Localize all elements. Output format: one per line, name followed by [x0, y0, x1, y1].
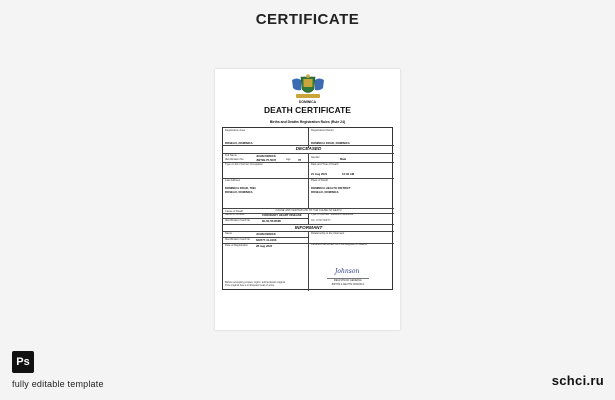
certifier-id-value: 60-00-5544585 — [262, 218, 281, 223]
deceased-heading: DECEASED — [295, 146, 322, 151]
informant-relationship-label: Relationship to the Informant — [311, 232, 345, 235]
cause-heading: CAUSE AND CERTIFICATE OF THE CAUSE OF DEATH — [275, 208, 342, 212]
certificate-form — [222, 127, 393, 290]
photoshop-icon: Ps — [12, 351, 34, 373]
cause-value: CORONARY HEART DISEASE — [262, 213, 302, 217]
registration-area-label: Registration Area — [225, 128, 245, 132]
age-label: Age — [286, 157, 291, 161]
place-of-death-label: Place of Death — [311, 179, 329, 182]
certificate-title: DEATH CERTIFICATE — [264, 105, 351, 115]
cause-label: Cause of Death — [225, 209, 244, 213]
informant-id-label: Identification Card No — [225, 237, 250, 241]
certifier-type-label: Type of Certifier: Medical Practitioner — [311, 213, 354, 216]
registration-date-label: Date of Registration — [225, 244, 248, 247]
place-of-death-line1: DOMINICA HEALTH DISTRICT — [311, 186, 351, 190]
registrar-value: DOMINICA ROAD, DOMINICA — [311, 140, 350, 145]
time-of-death-value: 12:30 AM — [342, 172, 355, 176]
id-label: Identification No — [225, 157, 244, 161]
informant-name-value: JOHN DEWICK — [256, 232, 276, 236]
coat-of-arms-icon — [289, 74, 327, 100]
registration-date-value: 28 Aug 2022 — [256, 243, 273, 248]
gender-label: Gender — [311, 156, 320, 159]
footer-note-line1: Before accepting copies, sight / authenticate original — [225, 280, 285, 284]
occupation-label: Type of Job / Former Occupation — [225, 163, 263, 166]
last-address-line2: ROSEAU, DOMINICA — [225, 190, 253, 194]
last-address-label: Last Address — [225, 179, 240, 182]
brand-watermark: schci.ru — [551, 373, 604, 388]
registrar-label: Registration District — [311, 128, 334, 132]
registrar-signature: Johnson — [335, 268, 360, 275]
certifier-name-label: Name of Certifier — [225, 213, 245, 216]
issuing-country: DOMINICA — [298, 100, 317, 104]
informant-id-value: 629777-11-9166 — [256, 237, 277, 242]
informant-heading: INFORMANT — [294, 224, 323, 230]
informant-name-label: Name — [225, 232, 232, 235]
date-of-death-value: 21 Aug 2021 — [311, 172, 328, 176]
date-of-death-label: Date and Time of Death — [311, 163, 339, 166]
footer-note-line2: This original has a embossed Coat of arms — [225, 284, 275, 287]
place-of-death-line2: ROSEAU, DOMINICA — [311, 190, 339, 194]
name-label: Full Name — [225, 154, 237, 157]
certifier-id-label: Identification Card No — [225, 218, 250, 222]
certificate-subtitle: Births and Deaths Registration Rules (Rule 24) — [269, 120, 346, 124]
certificate-paper — [215, 69, 400, 330]
name-value: JOHN DEWICK — [256, 154, 276, 158]
age-value: 76 — [298, 157, 302, 162]
certified-extract-label: Certified true extract from the Register of Deaths — [311, 243, 367, 246]
page-title: CERTIFICATE — [255, 11, 360, 28]
certifier-value: DR. JOHN SMITH — [311, 218, 331, 222]
gender-value: Male — [340, 157, 347, 161]
id-value: JWT99-75-5037 — [256, 157, 277, 162]
signatory-office: BIRTHS & DEATHS DOMINICA — [331, 283, 365, 286]
signatory-title: REGISTRAR GENERAL — [333, 279, 363, 282]
last-address-line1: DOMINICA ROAD, 7891 — [225, 186, 256, 190]
registration-area-value: ROSEAU, DOMINICA — [225, 140, 253, 145]
template-note: fully editable template — [12, 379, 104, 389]
